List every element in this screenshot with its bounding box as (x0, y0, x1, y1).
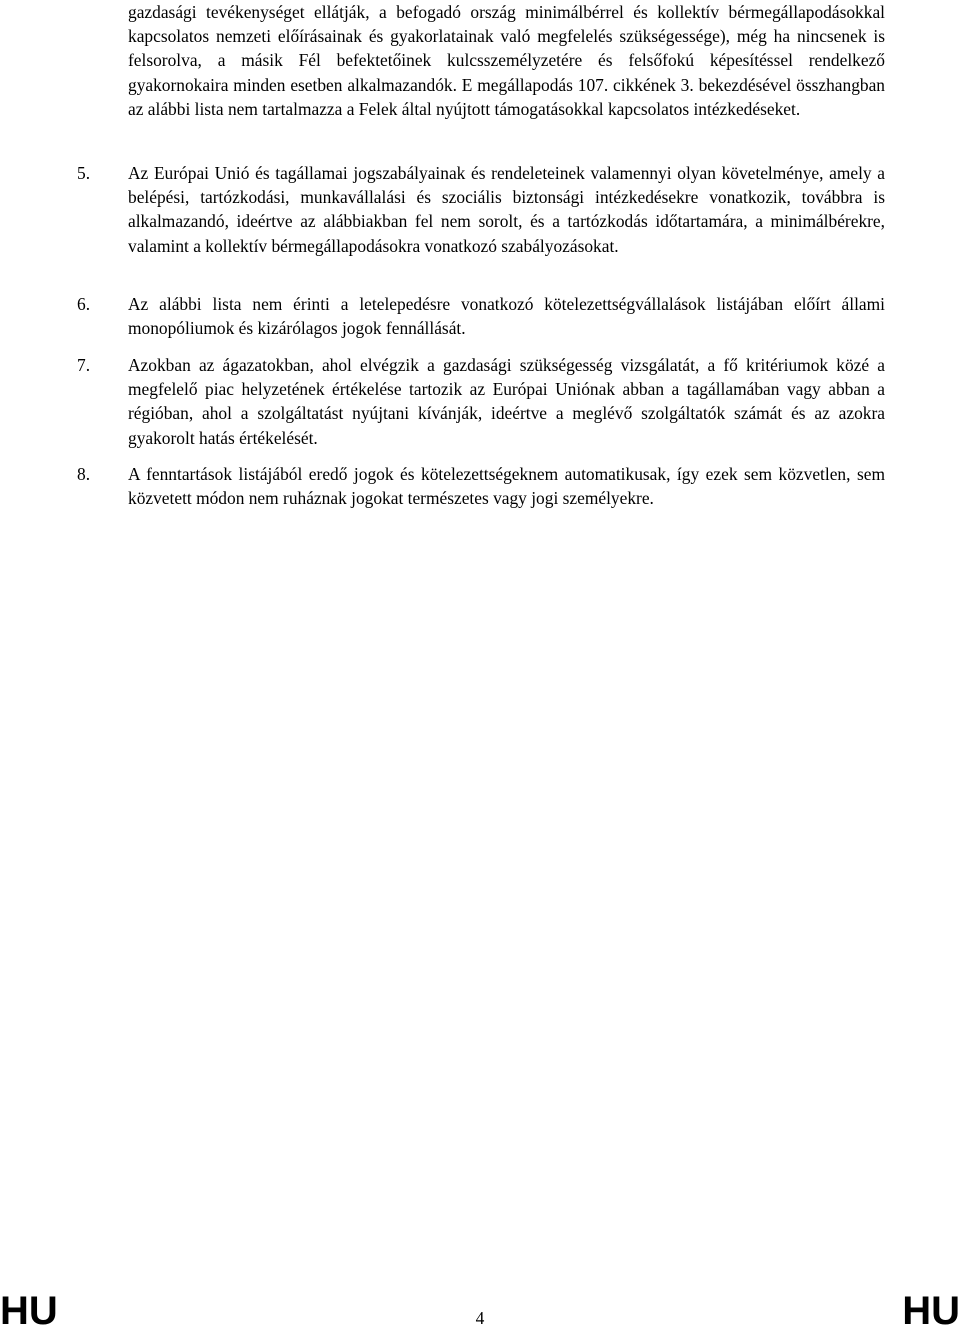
item-text-5: Az Európai Unió és tagállamai jogszabályainak és rendeleteinek valamennyi olyan követelménye, amely a belépési, tartózkodási, munkavállalási és szociális biztonsági intézkedésekre vonatkozik, továbbra is alkalmazandó, ideértve az alábbiakban fel nem sorolt, és a tartózkodás időtartamára, a minimálbérekre, valamint a kollektív bérmegállapodásokra vonatkozó szabályozásokat. (128, 163, 885, 256)
item-number-8: 8. (77, 464, 91, 484)
item-number-5: 5. (77, 163, 91, 183)
intro-paragraph: gazdasági tevékenységet ellátják, a befogadó ország minimálbérrel és kollektív bérmegállapodásokkal kapcsolatos nemzeti előírásainak és gyakorlatainak való megfelelés szükségessége), még ha nincsenek is felsorolva, a másik Fél befektetőinek kulcsszemélyzetére és felsőfokú képesítéssel rendelkező gyakornokaira minden esetben alkalmazandók. E megállapodás 107. cikkének 3. bekezdésével összhangban az alábbi lista nem tartalmazza a Felek által nyújtott támogatásokkal kapcsolatos intézkedéseket. (128, 2, 885, 119)
page-number: 4 (475, 1308, 485, 1328)
item-text-8: A fenntartások listájából eredő jogok és kötelezettségeknem automatikusak, így ezek sem közvetlen, sem közvetett módon nem ruháznak jogokat természetes vagy jogi személyekre. (128, 464, 885, 509)
footer-language-code-right: HU (902, 1289, 960, 1333)
item-text-6: Az alábbi lista nem érinti a letelepedésre vonatkozó kötelezettségvállalások listájában előírt állami monopóliumok és kizárólagos jogok fennállását. (128, 294, 885, 339)
item-number-7: 7. (77, 355, 91, 375)
item-number-6: 6. (77, 294, 91, 314)
footer-language-code-left: HU (0, 1289, 58, 1333)
item-text-7: Azokban az ágazatokban, ahol elvégzik a gazdasági szükségesség vizsgálatát, a fő kritériumok közé a megfelelő piac helyzetének értékelése tartozik az Európai Uniónak abban a tagállamában vagy abban a régióban, ahol a szolgáltatást nyújtani kívánják, ideértve a meglévő szolgáltatók számát és az azokra gyakorolt hatás értékelését. (128, 355, 885, 448)
